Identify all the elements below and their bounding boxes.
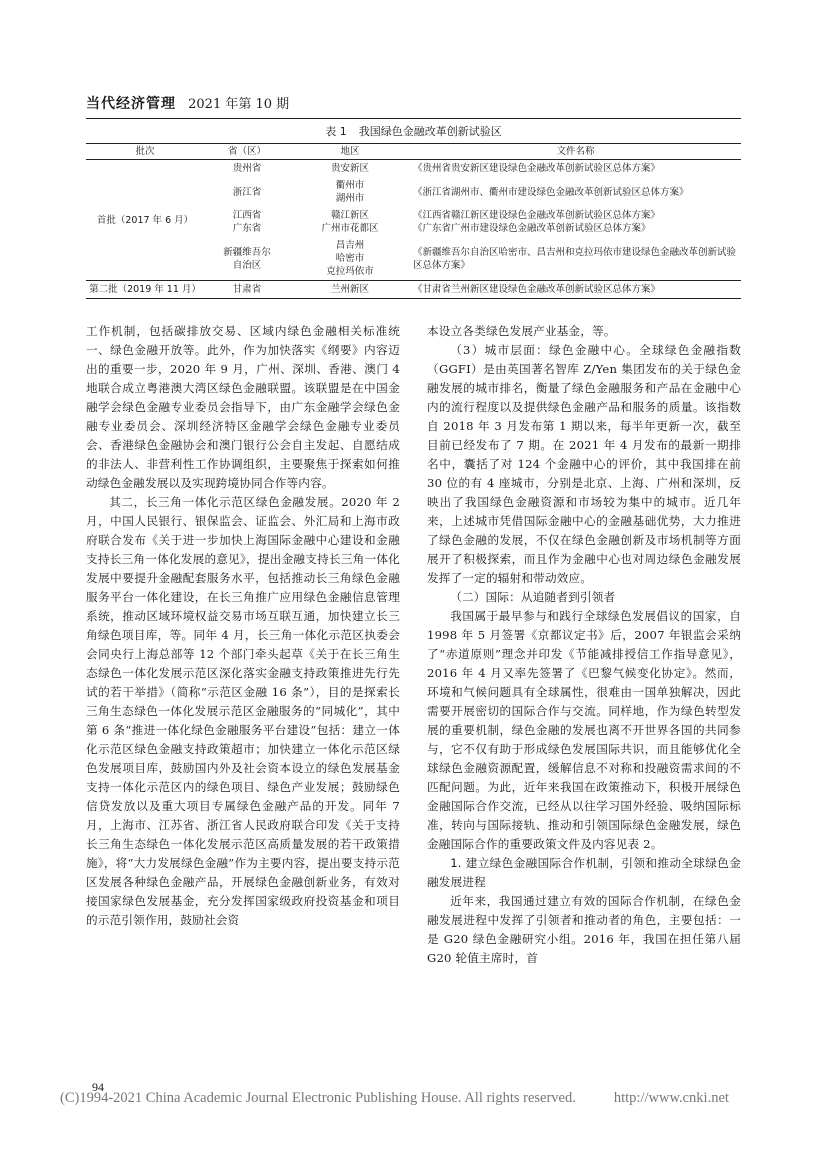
document-cell: 《广东省广州市建设绿色金融改革创新试验区总体方案》 xyxy=(413,223,651,234)
table-title: 我国绿色金融改革创新试验区 xyxy=(358,125,502,138)
table-row xyxy=(86,281,741,299)
document-cell: 《贵州省贵安新区建设绿色金融改革创新试验区总体方案》 xyxy=(413,163,661,174)
running-header xyxy=(86,93,741,115)
col-header-region: 地区 xyxy=(290,144,410,160)
section-heading: （二）国际：从追随者到引领者 xyxy=(450,590,616,604)
province-cell: 广东省 xyxy=(232,223,262,234)
pilot-zone-table xyxy=(86,143,741,299)
document-cell: 《江西省赣江新区建设绿色金融改革创新试验区总体方案》 xyxy=(413,210,661,221)
page-number: 94 xyxy=(92,1080,104,1094)
table-caption xyxy=(86,124,741,140)
province-cell: 贵州省 xyxy=(232,163,262,174)
province-cell: 浙江省 xyxy=(232,186,262,198)
region-cell: 广州市花都区 xyxy=(321,223,379,234)
table-row xyxy=(86,160,741,178)
footer-url: http://www.cnki.net xyxy=(613,1090,729,1106)
journal-name: 当代经济管理 xyxy=(86,96,176,112)
copyright-notice: (C)1994-2021 China Academic Journal Electronic Publishing House. All rights reserved. xyxy=(60,1090,576,1106)
paragraph: 工作机制，包括碳排放交易、区域内绿色金融相关标准统一、绿色金融开放等。此外，作为加快落实《纲要》内容迈出的重要一步，2020 年 9 月，广州、深圳、香港、澳门 4 地联合成立粤港澳大湾区绿色金融联盟。该联盟是在中国金融学会绿色金融专业委员会指导下，由广东金融学会绿色金融专业委员会、深圳经济特区金融学会绿色金融专业委员会、香港绿色金融协会和澳门银行公会自主发起、自愿结成的非法人、非营利性工作协调组织，主要聚焦于探索如何推动绿色金融发展以及实现跨境协同合作等内容。 xyxy=(86,324,400,490)
document-cell: 《新疆维吾尔自治区哈密市、昌吉州和克拉玛依市建设绿色金融改革创新试验区总体方案》 xyxy=(413,246,737,271)
left-column xyxy=(86,322,400,930)
copyright-footer xyxy=(60,1090,780,1107)
col-header-province: 省（区） xyxy=(204,144,290,160)
issue-label: 2021 年第 10 期 xyxy=(188,97,290,112)
table-header-row xyxy=(86,144,741,160)
subsection-heading: 1. 建立绿色金融国际合作机制，引领和推动全球绿色金融发展进程 xyxy=(427,856,741,889)
right-column xyxy=(427,322,741,968)
region-cell: 兰州新区 xyxy=(290,281,410,299)
region-cell: 贵安新区 xyxy=(330,163,369,174)
province-cell: 江西省 xyxy=(232,210,262,221)
province-cell: 新疆维吾尔 自治区 xyxy=(223,246,271,271)
region-cell: 赣江新区 xyxy=(330,210,369,221)
region-cell: 衢州市 湖州市 xyxy=(335,180,365,204)
col-header-document: 文件名称 xyxy=(410,144,741,160)
col-header-batch: 批次 xyxy=(86,144,204,160)
batch-cell: 首批（2017 年 6 月） xyxy=(96,214,194,226)
province-cell: 甘肃省 xyxy=(204,281,290,299)
paragraph: 本设立各类绿色发展产业基金，等。 xyxy=(427,324,616,338)
region-cell: 昌吉州 哈密市 克拉玛依市 xyxy=(326,240,374,277)
paragraph: （3）城市层面：绿色金融中心。全球绿色金融指数（GGFI）是由英国著名智库 Z/Yen 集团发布的关于绿色金融发展的城市排名，衡量了绿色金融服务和产品在金融中心内的流行程度以及提供绿色金融产品和服务的质量。该指数自 2018 年 3 月发布第 1 期以来，每半年更新一次，截至目前已经发布了 7 期。在 2021 年 4 月发布的最新一期排名中，囊括了对 124 个金融中心的评价，其中我国排在前 30 位的有 4 座城市，分别是北京、上海、广州和深圳，反映出了我国绿色金融资源和市场较为集中的城市。近几年来，上述城市凭借国际金融中心的金融基础优势，大力推进了绿色金融的发展，不仅在绿色金融创新及市场机制等方面展开了积极探索，而且作为金融中心也对周边绿色金融发展发挥了一定的辐射和带动效应。 xyxy=(427,343,741,585)
document-cell: 《浙江省湖州市、衢州市建设绿色金融改革创新试验区总体方案》 xyxy=(413,186,689,198)
batch-cell: 第二批（2019 年 11 月） xyxy=(86,281,204,299)
table-label: 表 1 xyxy=(325,125,347,138)
paragraph: 我国属于最早参与和践行全球绿色发展倡议的国家，自 1998 年 5 月签署《京都议定书》后，2007 年银监会采纳了“赤道原则”理念并印发《节能减排授信工作指导意见》，2016 年 4 月又率先签署了《巴黎气候变化协定》。然而，环境和气候问题具有全球属性，很难由一国单独解决，因此需要开展密切的国际合作与交流。同样地，作为绿色转型发展的重要机制，绿色金融的发展也离不开世界各国的共同参与，它不仅有助于形成绿色发展国际共识，而且能够优化全球绿色金融资源配置，缓解信息不对称和投融资需求间的不匹配问题。为此，近年来我国在政策推动下，积极开展绿色金融国际合作交流，已经从以往学习国外经验、吸纳国际标准，转向与国际接轨、推动和引领国际绿色金融发展，绿色金融国际合作的重要政策文件及内容见表 2。 xyxy=(427,609,741,851)
paragraph: 其二，长三角一体化示范区绿色金融发展。2020 年 2 月，中国人民银行、银保监会、证监会、外汇局和上海市政府联合发布《关于进一步加快上海国际金融中心建设和金融支持长三角一体化发展的意见》，提出金融支持长三角一体化发展中要提升金融配套服务水平，包括推动长三角绿色金融服务平台一体化建设，在长三角推广应用绿色金融信息管理系统，推动区域环境权益交易市场互联互通，加快建立长三角绿色项目库，等。同年 4 月，长三角一体化示范区执委会会同央行上海总部等 12 个部门牵头起草《关于在长三角生态绿色一体化发展示范区深化落实金融支持政策推进先行先试的若干举措》（简称“示范区金融 16 条”），目的是探索长三角生态绿色一体化发展示范区金融服务的“同城化”，其中第 6 条“推进一体化绿色金融服务平台建设”包括：建立一体化示范区绿色金融支持政策超市；加快建立一体化示范区绿色发展项目库，鼓励国内外及社会资本设立的绿色发展基金支持一体化示范区内的绿色项目、绿色产业发展；鼓励绿色信贷发放以及重大项目专属绿色金融产品的开发。同年 7 月，上海市、江苏省、浙江省人民政府联合印发《关于支持长三角生态绿色一体化发展示范区高质量发展的若干政策措施》，将“大力发展绿色金融”作为主要内容，提出要支持示范区发展各种绿色金融产品，开展绿色金融创新业务，有效对接国家绿色发展基金，充分发挥国家级政府投资基金和项目的示范引领作用，鼓励社会资 xyxy=(86,495,400,927)
header-divider xyxy=(86,118,741,119)
document-cell: 《甘肃省兰州新区建设绿色金融改革创新试验区总体方案》 xyxy=(410,281,741,299)
paragraph: 近年来，我国通过建立有效的国际合作机制，在绿色金融发展进程中发挥了引领者和推动者的角色，主要包括：一是 G20 绿色金融研究小组。2016 年，我国在担任第八届 G20 轮值主席时，首 xyxy=(427,894,741,965)
